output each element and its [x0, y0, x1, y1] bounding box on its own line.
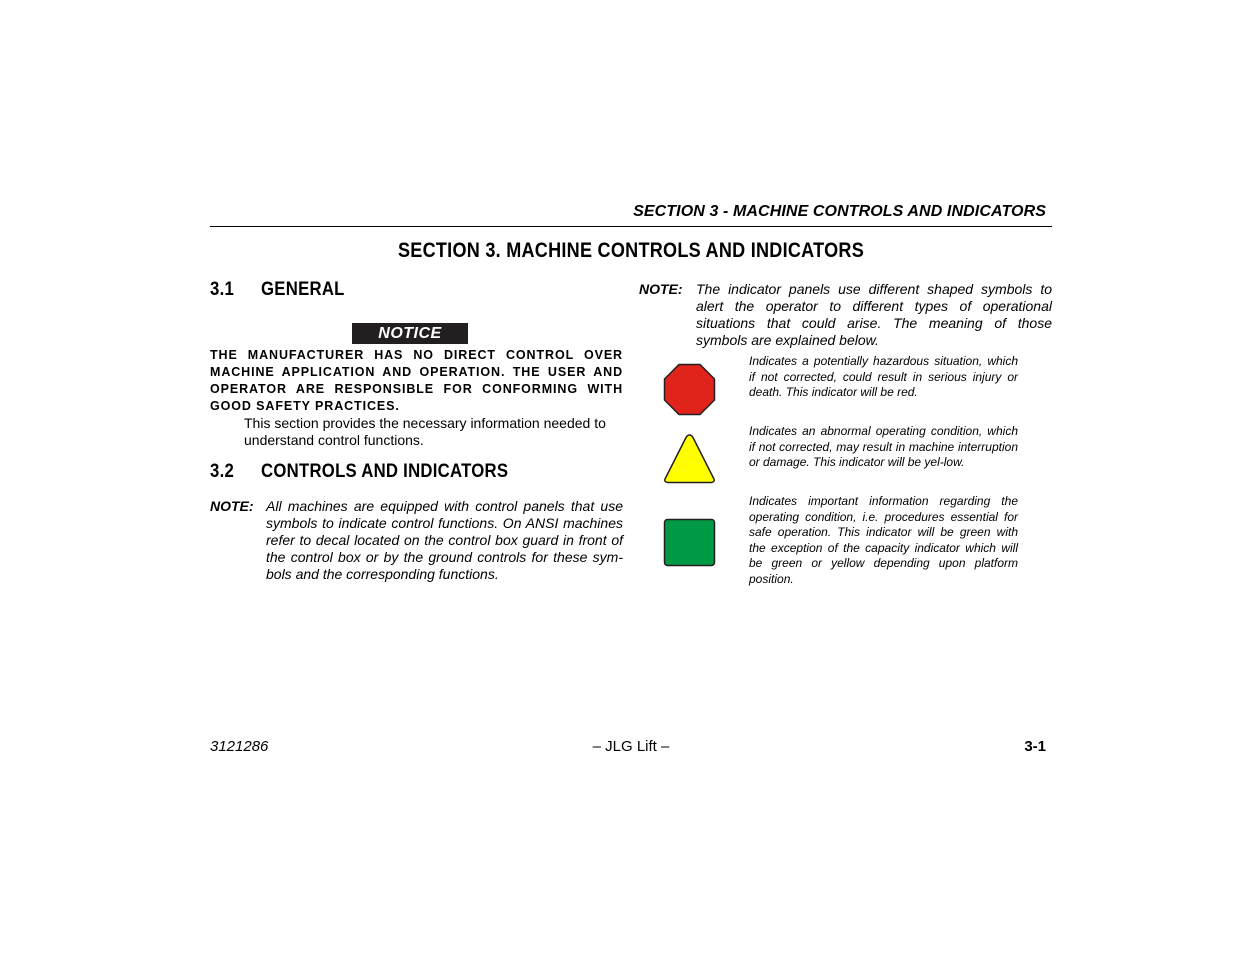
- notice-text: THE MANUFACTURER HAS NO DIRECT CONTROL OVER MACHINE APPLICATION AND OPERATION. THE USER AND OPERATOR ARE RESPONSIBLE FOR CONFORMING WITH GOOD SAFETY PRACTICES.: [210, 348, 623, 413]
- red-octagon-icon: [663, 363, 716, 416]
- heading-general: [210, 279, 345, 301]
- heading-controls-title: CONTROLS AND INDICATORS: [261, 461, 509, 482]
- indicators-note-label: NOTE:: [639, 281, 683, 297]
- footer-doc-number: 3121286: [210, 738, 269, 755]
- indicators-note-text: The indicator panels use different shaped symbols to alert the operator to different types of operational situations that could arise. The meaning of those symbols are explained below.: [696, 281, 1052, 348]
- indicator-red-text: Indicates a potentially hazardous situation, which if not corrected, could result in serious injury or death. This indicator will be red.: [749, 354, 1018, 400]
- indicator-green-text: Indicates important information regarding the operating condition, i.e. procedures essential for safe operation. This indicator will be green with the exception of the capacity indicator which will be green or yellow depending upon platform position.: [749, 494, 1018, 586]
- footer-center: – JLG Lift –: [592, 738, 670, 755]
- green-square-icon: [663, 518, 716, 567]
- footer-page-number: 3-1: [1024, 738, 1046, 755]
- notice-badge: NOTICE: [352, 323, 468, 344]
- heading-controls-number: 3.2: [210, 461, 235, 482]
- controls-note-text: All machines are equipped with control panels that use symbols to indicate control functions. On ANSI machines refer to decal located on the control box guard in front of the control box or by the ground controls for these sym-bols and the corresponding functions.: [266, 498, 623, 582]
- heading-controls: [210, 461, 508, 483]
- section-title: SECTION 3. MACHINE CONTROLS AND INDICATORS: [397, 239, 865, 262]
- general-body-text: This section provides the necessary information needed to understand control functions.: [244, 415, 606, 448]
- heading-general-number: 3.1: [210, 279, 235, 300]
- heading-general-title: GENERAL: [261, 279, 345, 300]
- yellow-triangle-icon: [663, 433, 716, 484]
- indicator-yellow-text: Indicates an abnormal operating condition, which if not corrected, may result in machine interruption or damage. This indicator will be yel-low.: [749, 424, 1018, 470]
- running-header: SECTION 3 - MACHINE CONTROLS AND INDICATORS: [633, 203, 1046, 220]
- header-rule: [210, 226, 1052, 227]
- controls-note-label: NOTE:: [210, 498, 254, 514]
